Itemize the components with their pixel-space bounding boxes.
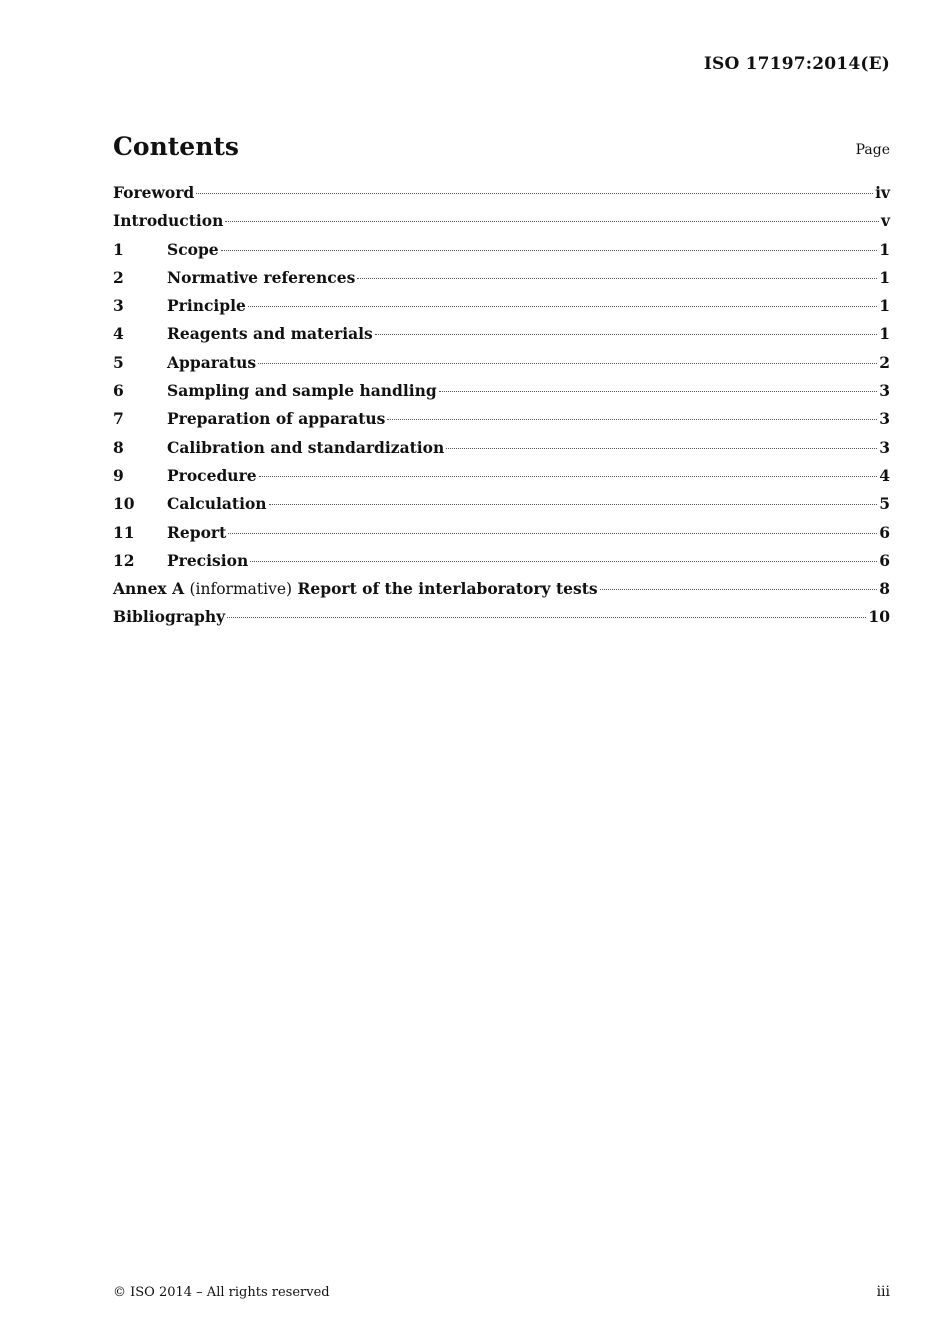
toc-entry-page: 4 — [879, 465, 890, 485]
toc-entry-calculation[interactable] — [113, 494, 890, 522]
toc-entry-title: Scope — [167, 239, 219, 259]
toc-entry-page: 1 — [879, 239, 890, 259]
dot-leader — [227, 617, 866, 618]
toc-entry-page: 6 — [879, 550, 890, 570]
toc-entry-principle[interactable] — [113, 296, 890, 324]
annex-qualifier: (informative) — [189, 580, 293, 599]
toc-entry-number: 6 — [113, 381, 124, 401]
toc-entry-title: Apparatus — [167, 352, 257, 372]
toc-entry-number: 11 — [113, 522, 135, 542]
toc-entry-apparatus[interactable] — [113, 353, 890, 381]
toc-entry-introduction[interactable] — [113, 211, 890, 239]
toc-entry-bibliography[interactable] — [113, 607, 890, 635]
toc-entry-page: 3 — [879, 437, 890, 457]
toc-entry-page: 6 — [879, 522, 890, 542]
toc-entry-number: 4 — [113, 324, 124, 344]
toc-entry-title: Bibliography — [113, 607, 226, 627]
dot-leader — [269, 504, 878, 505]
table-of-contents — [113, 183, 890, 636]
toc-entry-title: Foreword — [113, 183, 195, 202]
toc-entry-title — [113, 579, 598, 598]
dot-leader — [248, 306, 877, 307]
toc-entry-page: 3 — [879, 409, 890, 429]
annex-prefix: Annex A — [113, 579, 185, 599]
toc-entry-title: Normative references — [167, 267, 356, 287]
contents-heading: Contents — [113, 132, 240, 161]
dot-leader — [439, 391, 877, 392]
toc-entry-title: Calculation — [167, 494, 267, 514]
toc-entry-calibration-and-standardization[interactable] — [113, 438, 890, 466]
toc-entry-sampling-and-sample-handling[interactable] — [113, 381, 890, 409]
toc-entry-title: Reagents and materials — [167, 324, 373, 344]
toc-entry-title: Precision — [167, 550, 249, 570]
annex-title: Report of the interlaboratory tests — [297, 579, 598, 599]
toc-entry-page: 3 — [879, 381, 890, 401]
toc-entry-number: 2 — [113, 267, 124, 287]
dot-leader — [446, 448, 877, 449]
toc-entry-annex-a[interactable] — [113, 579, 890, 607]
footer-copyright: © ISO 2014 – All rights reserved — [113, 1285, 330, 1300]
dot-leader — [375, 334, 877, 335]
toc-entry-report[interactable] — [113, 523, 890, 551]
toc-entry-title: Report — [167, 522, 227, 542]
page-column-label: Page — [855, 142, 890, 158]
toc-entry-title: Procedure — [167, 465, 257, 485]
toc-entry-title: Calibration and standardization — [167, 437, 445, 457]
dot-leader — [196, 193, 873, 194]
toc-entry-number: 8 — [113, 437, 124, 457]
toc-entry-title: Introduction — [113, 211, 224, 231]
toc-entry-page: iv — [875, 183, 890, 202]
toc-entry-number: 3 — [113, 296, 124, 316]
toc-entry-precision[interactable] — [113, 551, 890, 579]
toc-entry-page: 2 — [879, 352, 890, 372]
toc-entry-page: 8 — [879, 579, 890, 599]
dot-leader — [258, 363, 877, 364]
toc-entry-reagents-and-materials[interactable] — [113, 324, 890, 352]
dot-leader — [387, 419, 877, 420]
toc-entry-scope[interactable] — [113, 240, 890, 268]
dot-leader — [259, 476, 878, 477]
toc-entry-title: Preparation of apparatus — [167, 409, 386, 429]
dot-leader — [250, 561, 877, 562]
dot-leader — [357, 278, 877, 279]
toc-entry-foreword[interactable] — [113, 183, 890, 211]
toc-entry-page: 1 — [879, 267, 890, 287]
toc-entry-page: 10 — [868, 607, 890, 627]
toc-entry-title: Principle — [167, 296, 246, 316]
toc-entry-preparation-of-apparatus[interactable] — [113, 409, 890, 437]
toc-entry-page: 5 — [879, 494, 890, 514]
toc-entry-page: 1 — [879, 296, 890, 316]
toc-entry-number: 10 — [113, 494, 135, 514]
document-id: ISO 17197:2014(E) — [703, 54, 890, 74]
toc-entry-page: 1 — [879, 324, 890, 344]
toc-entry-number: 12 — [113, 550, 135, 570]
toc-entry-normative-references[interactable] — [113, 268, 890, 296]
toc-entry-number: 9 — [113, 465, 124, 485]
toc-entry-title: Sampling and sample handling — [167, 381, 437, 401]
dot-leader — [600, 589, 878, 590]
toc-entry-number: 7 — [113, 409, 124, 429]
toc-entry-number: 5 — [113, 352, 124, 372]
dot-leader — [225, 221, 879, 222]
footer-page-number: iii — [876, 1284, 890, 1300]
toc-entry-number: 1 — [113, 239, 124, 259]
dot-leader — [228, 533, 877, 534]
dot-leader — [221, 250, 878, 251]
toc-entry-page: v — [880, 211, 890, 231]
toc-entry-procedure[interactable] — [113, 466, 890, 494]
